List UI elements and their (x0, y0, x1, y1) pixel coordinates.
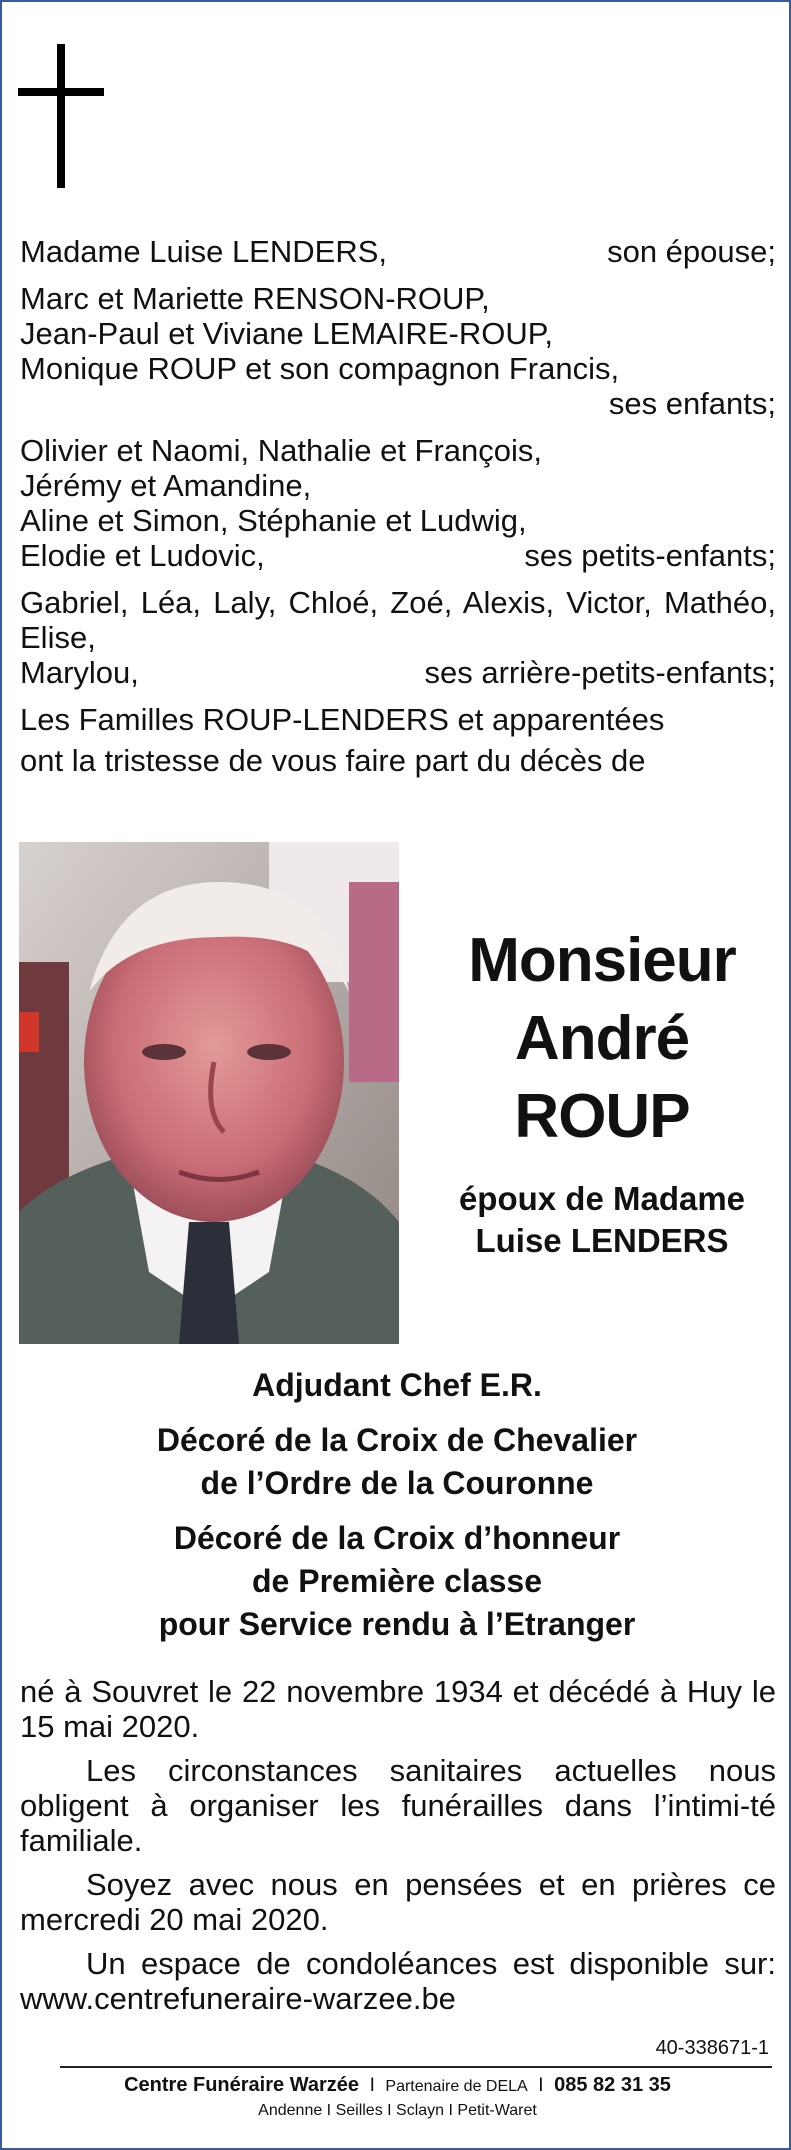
great-grandchild-line: Marylou, (20, 655, 139, 690)
honors-block (19, 1364, 775, 1646)
last-name: ROUP (514, 1082, 690, 1151)
deceased-name-block (422, 922, 782, 1262)
footer-divider (60, 2066, 772, 2068)
honorific: Monsieur (468, 926, 736, 995)
grandchild-line: Aline et Simon, Stéphanie et Ludwig, (20, 503, 527, 538)
portrait-photo (19, 842, 399, 1344)
rank: Adjudant Chef E.R. (252, 1367, 542, 1403)
spouse-line-2: Luise LENDERS (475, 1222, 729, 1259)
decoration-1-line-2: de l’Ordre de la Couronne (200, 1465, 594, 1501)
separator: I (538, 2075, 544, 2096)
great-grandchildren-role: ses arrière-petits-enfants; (424, 655, 776, 690)
reference-number: 40-338671-1 (655, 2037, 769, 2059)
great-grandchild-line: Gabriel, Léa, Laly, Chloé, Zoé, Alexis, Victor, Mathéo, (20, 585, 776, 620)
locations-line: Andenne I Seilles I Sclayn I Petit-Waret (258, 2102, 537, 2119)
grandchild-line: Elodie et Ludovic, (20, 538, 265, 573)
phone-number: 085 82 31 35 (554, 2074, 671, 2096)
spouse-row (20, 234, 776, 269)
child-line: Marc et Mariette RENSON-ROUP, (20, 281, 490, 316)
spouse-name: Madame Luise LENDERS, (20, 234, 387, 269)
prayers-paragraph: Soyez avec nous en pensées et en prières ce mercredi 20 mai 2020. (20, 1867, 776, 1937)
family-list (20, 234, 776, 778)
grandchild-line: Jérémy et Amandine, (20, 468, 312, 503)
circumstances-paragraph: Les circonstances sanitaires actuelles nous obligent à organiser les funérailles dans l’intimi-té familiale. (20, 1753, 776, 1858)
notice-body (20, 1674, 776, 2025)
grandchildren-last-row (20, 538, 776, 573)
children-role: ses enfants; (608, 386, 776, 421)
great-grandchildren-last-row (20, 655, 776, 690)
families-line: Les Familles ROUP-LENDERS et apparentées (20, 702, 665, 737)
decoration-1-line-1: Décoré de la Croix de Chevalier (156, 1422, 638, 1458)
separator: I (369, 2075, 375, 2096)
great-grandchild-line: Elise, (20, 620, 96, 655)
condolences-paragraph: Un espace de condoléances est disponible sur: www.centrefuneraire-warzee.be (20, 1946, 776, 2016)
decoration-2-line-3: pour Service rendu à l’Etranger (158, 1606, 636, 1642)
funeral-home-footer (2, 2074, 791, 2097)
announcement-line: ont la tristesse de vous faire part du décès de (20, 743, 646, 778)
grandchildren-role: ses petits-enfants; (524, 538, 776, 573)
company-name: Centre Funéraire Warzée (124, 2074, 359, 2096)
first-name: André (514, 1004, 690, 1073)
latin-cross-icon (18, 44, 104, 188)
decoration-2-line-2: de Première classe (252, 1563, 542, 1599)
spouse-role: son épouse; (607, 234, 776, 269)
spouse-of (422, 1178, 782, 1262)
child-line: Monique ROUP et son compagnon Francis, (20, 351, 620, 386)
birth-death-dates: né à Souvret le 22 novembre 1934 et décédé à Huy le 15 mai 2020. (20, 1674, 776, 1744)
spouse-line-1: époux de Madame (458, 1180, 746, 1217)
partner-text: Partenaire de DELA (385, 2078, 528, 2095)
grandchild-line: Olivier et Naomi, Nathalie et François, (20, 433, 543, 468)
child-line: Jean-Paul et Viviane LEMAIRE-ROUP, (20, 316, 553, 351)
decoration-2-line-1: Décoré de la Croix d’honneur (173, 1520, 621, 1556)
